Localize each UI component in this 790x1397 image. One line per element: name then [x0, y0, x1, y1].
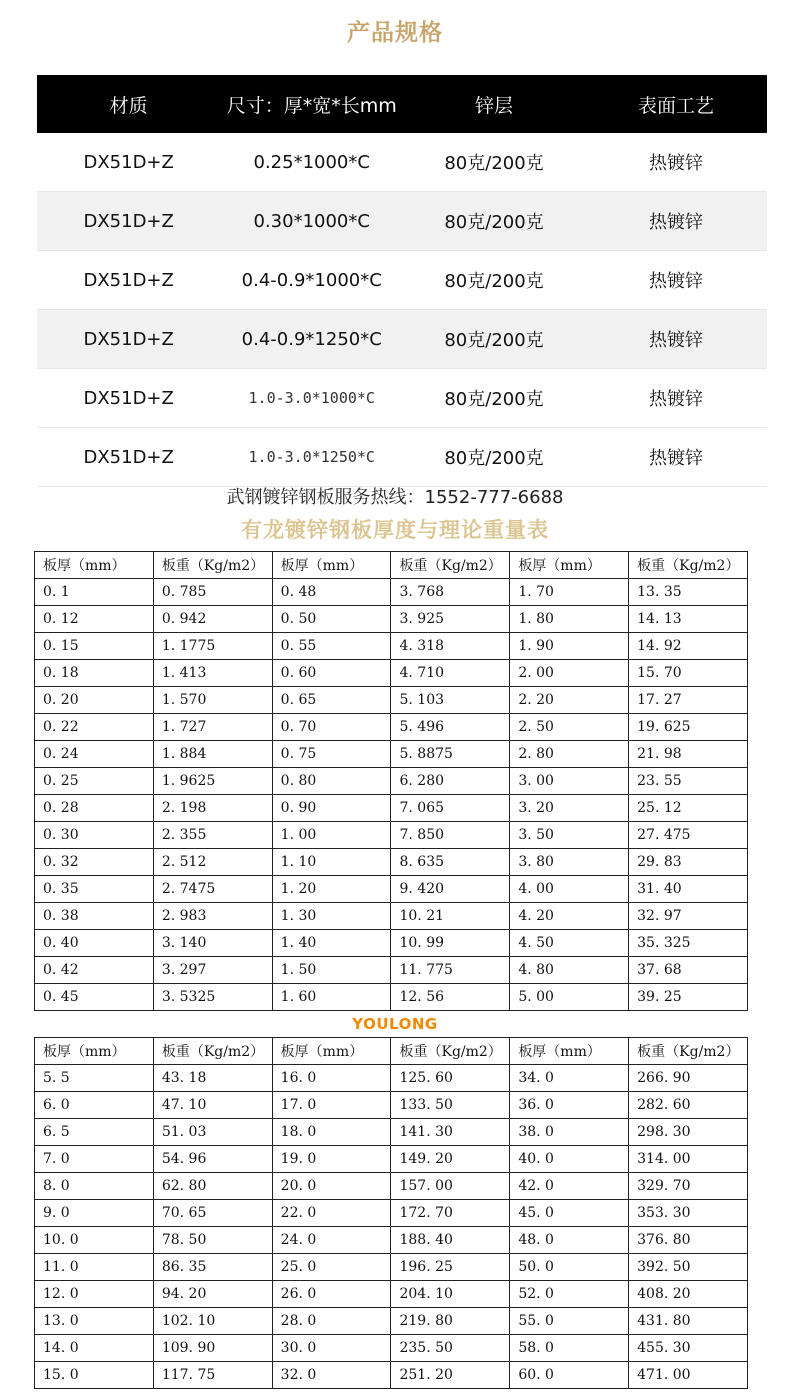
- weight-cell: 149. 20: [391, 1146, 510, 1173]
- weight-cell: 3. 5325: [153, 984, 272, 1011]
- thickness-cell: 3. 20: [510, 795, 629, 822]
- table-row: [35, 849, 748, 876]
- weight-cell: 1. 570: [153, 687, 272, 714]
- spec-surface: 热镀锌: [585, 369, 767, 428]
- spec-size: 1.0-3.0*1250*C: [220, 428, 403, 487]
- weight-cell: 86. 35: [153, 1254, 272, 1281]
- weight-table-1: [34, 551, 748, 1011]
- table-row: [35, 822, 748, 849]
- spec-header-material: 材质: [37, 75, 220, 133]
- column-header: 板厚（mm）: [272, 1038, 391, 1065]
- table-row: [35, 1173, 748, 1200]
- spec-material: DX51D+Z: [37, 428, 220, 487]
- header-row: [35, 552, 748, 579]
- thickness-cell: 3. 80: [510, 849, 629, 876]
- spec-material: DX51D+Z: [37, 192, 220, 251]
- spec-surface: 热镀锌: [585, 251, 767, 310]
- spec-surface: 热镀锌: [585, 428, 767, 487]
- page-title: 产品规格: [347, 20, 443, 46]
- spec-material: DX51D+Z: [37, 310, 220, 369]
- thickness-cell: 45. 0: [510, 1200, 629, 1227]
- thickness-cell: 2. 20: [510, 687, 629, 714]
- weight-cell: 2. 198: [153, 795, 272, 822]
- spec-surface: 热镀锌: [585, 310, 767, 369]
- table-row: [35, 1227, 748, 1254]
- thickness-cell: 0. 22: [35, 714, 154, 741]
- weight-cell: 298. 30: [629, 1119, 748, 1146]
- thickness-cell: 16. 0: [272, 1065, 391, 1092]
- table-row: [37, 428, 767, 487]
- weight-cell: 8. 635: [391, 849, 510, 876]
- spec-header-surface: 表面工艺: [585, 75, 767, 133]
- thickness-cell: 10. 0: [35, 1227, 154, 1254]
- spec-surface: 热镀锌: [585, 192, 767, 251]
- spec-zinc: 80克/200克: [403, 369, 585, 428]
- thickness-cell: 0. 48: [272, 579, 391, 606]
- thickness-cell: 28. 0: [272, 1308, 391, 1335]
- weight-cell: 1. 9625: [153, 768, 272, 795]
- thickness-cell: 24. 0: [272, 1227, 391, 1254]
- table-row: [35, 903, 748, 930]
- thickness-cell: 52. 0: [510, 1281, 629, 1308]
- column-header: 板厚（mm）: [35, 1038, 154, 1065]
- thickness-cell: 18. 0: [272, 1119, 391, 1146]
- thickness-cell: 4. 80: [510, 957, 629, 984]
- thickness-cell: 60. 0: [510, 1362, 629, 1389]
- table-row: [35, 795, 748, 822]
- thickness-cell: 0. 12: [35, 606, 154, 633]
- column-header: 板重（Kg/m2）: [629, 1038, 748, 1065]
- table-row: [35, 1119, 748, 1146]
- thickness-cell: 7. 0: [35, 1146, 154, 1173]
- thickness-cell: 22. 0: [272, 1200, 391, 1227]
- weight-cell: 219. 80: [391, 1308, 510, 1335]
- spec-size: 0.4-0.9*1000*C: [220, 251, 403, 310]
- thickness-cell: 1. 70: [510, 579, 629, 606]
- thickness-cell: 8. 0: [35, 1173, 154, 1200]
- weight-cell: 5. 103: [391, 687, 510, 714]
- service-hotline: 武钢镀锌钢板服务热线：1552-777-6688: [226, 487, 564, 508]
- thickness-cell: 0. 35: [35, 876, 154, 903]
- weight-table-2: [34, 1037, 748, 1389]
- weight-cell: 455. 30: [629, 1335, 748, 1362]
- table-row: [35, 876, 748, 903]
- thickness-cell: 4. 20: [510, 903, 629, 930]
- table-row: [35, 1362, 748, 1389]
- weight-cell: 4. 318: [391, 633, 510, 660]
- weight-cell: 14. 13: [629, 606, 748, 633]
- thickness-cell: 1. 80: [510, 606, 629, 633]
- thickness-cell: 0. 75: [272, 741, 391, 768]
- thickness-cell: 0. 24: [35, 741, 154, 768]
- thickness-cell: 0. 70: [272, 714, 391, 741]
- weight-cell: 3. 297: [153, 957, 272, 984]
- brand-label: YOULONG: [352, 1015, 438, 1033]
- weight-cell: 13. 35: [629, 579, 748, 606]
- thickness-cell: 3. 50: [510, 822, 629, 849]
- weight-cell: 1. 1775: [153, 633, 272, 660]
- table-row: [35, 1200, 748, 1227]
- thickness-cell: 0. 38: [35, 903, 154, 930]
- weight-cell: 1. 884: [153, 741, 272, 768]
- thickness-cell: 5. 5: [35, 1065, 154, 1092]
- weight-cell: 9. 420: [391, 876, 510, 903]
- weight-cell: 141. 30: [391, 1119, 510, 1146]
- spec-header-zinc: 锌层: [403, 75, 585, 133]
- weight-cell: 21. 98: [629, 741, 748, 768]
- thickness-cell: 11. 0: [35, 1254, 154, 1281]
- table-row: [35, 633, 748, 660]
- thickness-cell: 30. 0: [272, 1335, 391, 1362]
- weight-table-title: 有龙镀锌钢板厚度与理论重量表: [241, 518, 549, 542]
- table-row: [35, 660, 748, 687]
- spec-size: 0.25*1000*C: [220, 133, 403, 192]
- table-row: [37, 251, 767, 310]
- weight-cell: 2. 512: [153, 849, 272, 876]
- weight-cell: 282. 60: [629, 1092, 748, 1119]
- thickness-cell: 0. 18: [35, 660, 154, 687]
- thickness-cell: 0. 32: [35, 849, 154, 876]
- thickness-cell: 1. 50: [272, 957, 391, 984]
- thickness-cell: 0. 1: [35, 579, 154, 606]
- weight-cell: 3. 768: [391, 579, 510, 606]
- thickness-cell: 1. 20: [272, 876, 391, 903]
- weight-cell: 12. 56: [391, 984, 510, 1011]
- table-row: [35, 741, 748, 768]
- weight-cell: 5. 496: [391, 714, 510, 741]
- thickness-cell: 34. 0: [510, 1065, 629, 1092]
- table-row: [35, 984, 748, 1011]
- thickness-cell: 0. 15: [35, 633, 154, 660]
- weight-cell: 94. 20: [153, 1281, 272, 1308]
- weight-cell: 408. 20: [629, 1281, 748, 1308]
- weight-cell: 392. 50: [629, 1254, 748, 1281]
- spec-zinc: 80克/200克: [403, 310, 585, 369]
- column-header: 板厚（mm）: [272, 552, 391, 579]
- thickness-cell: 55. 0: [510, 1308, 629, 1335]
- thickness-cell: 0. 65: [272, 687, 391, 714]
- weight-cell: 329. 70: [629, 1173, 748, 1200]
- thickness-cell: 17. 0: [272, 1092, 391, 1119]
- spec-material: DX51D+Z: [37, 251, 220, 310]
- weight-cell: 51. 03: [153, 1119, 272, 1146]
- weight-cell: 19. 625: [629, 714, 748, 741]
- thickness-cell: 9. 0: [35, 1200, 154, 1227]
- weight-cell: 3. 925: [391, 606, 510, 633]
- thickness-cell: 13. 0: [35, 1308, 154, 1335]
- table-row: [35, 1335, 748, 1362]
- weight-cell: 27. 475: [629, 822, 748, 849]
- thickness-cell: 0. 55: [272, 633, 391, 660]
- weight-cell: 251. 20: [391, 1362, 510, 1389]
- thickness-cell: 0. 40: [35, 930, 154, 957]
- thickness-cell: 0. 25: [35, 768, 154, 795]
- thickness-cell: 0. 42: [35, 957, 154, 984]
- thickness-cell: 6. 5: [35, 1119, 154, 1146]
- table-row: [35, 579, 748, 606]
- weight-cell: 3. 140: [153, 930, 272, 957]
- thickness-cell: 48. 0: [510, 1227, 629, 1254]
- spec-zinc: 80克/200克: [403, 428, 585, 487]
- table-row: [35, 1308, 748, 1335]
- weight-cell: 353. 30: [629, 1200, 748, 1227]
- table-row: [35, 957, 748, 984]
- weight-cell: 10. 21: [391, 903, 510, 930]
- table-row: [35, 1065, 748, 1092]
- spec-table: [37, 75, 767, 487]
- column-header: 板重（Kg/m2）: [391, 1038, 510, 1065]
- spec-size: 0.30*1000*C: [220, 192, 403, 251]
- thickness-cell: 2. 50: [510, 714, 629, 741]
- weight-cell: 15. 70: [629, 660, 748, 687]
- thickness-cell: 0. 60: [272, 660, 391, 687]
- column-header: 板重（Kg/m2）: [153, 552, 272, 579]
- thickness-cell: 12. 0: [35, 1281, 154, 1308]
- weight-cell: 2. 7475: [153, 876, 272, 903]
- spec-material: DX51D+Z: [37, 369, 220, 428]
- thickness-cell: 0. 80: [272, 768, 391, 795]
- table-row: [35, 687, 748, 714]
- column-header: 板重（Kg/m2）: [391, 552, 510, 579]
- thickness-cell: 2. 00: [510, 660, 629, 687]
- weight-cell: 11. 775: [391, 957, 510, 984]
- weight-cell: 5. 8875: [391, 741, 510, 768]
- table-row: [35, 606, 748, 633]
- weight-cell: 31. 40: [629, 876, 748, 903]
- weight-cell: 4. 710: [391, 660, 510, 687]
- thickness-cell: 0. 30: [35, 822, 154, 849]
- spec-size: 1.0-3.0*1000*C: [220, 369, 403, 428]
- weight-cell: 39. 25: [629, 984, 748, 1011]
- weight-cell: 431. 80: [629, 1308, 748, 1335]
- weight-cell: 102. 10: [153, 1308, 272, 1335]
- thickness-cell: 0. 50: [272, 606, 391, 633]
- thickness-cell: 1. 30: [272, 903, 391, 930]
- weight-cell: 188. 40: [391, 1227, 510, 1254]
- weight-cell: 47. 10: [153, 1092, 272, 1119]
- weight-cell: 54. 96: [153, 1146, 272, 1173]
- thickness-cell: 0. 28: [35, 795, 154, 822]
- spec-zinc: 80克/200克: [403, 133, 585, 192]
- spec-surface: 热镀锌: [585, 133, 767, 192]
- weight-cell: 78. 50: [153, 1227, 272, 1254]
- table-row: [37, 133, 767, 192]
- thickness-cell: 6. 0: [35, 1092, 154, 1119]
- spec-zinc: 80克/200克: [403, 251, 585, 310]
- weight-cell: 43. 18: [153, 1065, 272, 1092]
- weight-cell: 10. 99: [391, 930, 510, 957]
- weight-cell: 133. 50: [391, 1092, 510, 1119]
- thickness-cell: 1. 90: [510, 633, 629, 660]
- weight-cell: 32. 97: [629, 903, 748, 930]
- thickness-cell: 50. 0: [510, 1254, 629, 1281]
- weight-cell: 29. 83: [629, 849, 748, 876]
- thickness-cell: 2. 80: [510, 741, 629, 768]
- weight-cell: 1. 413: [153, 660, 272, 687]
- thickness-cell: 1. 60: [272, 984, 391, 1011]
- weight-cell: 7. 065: [391, 795, 510, 822]
- column-header: 板厚（mm）: [510, 552, 629, 579]
- thickness-cell: 38. 0: [510, 1119, 629, 1146]
- spec-header-size: 尺寸：厚*宽*长mm: [220, 75, 403, 133]
- thickness-cell: 3. 00: [510, 768, 629, 795]
- thickness-cell: 14. 0: [35, 1335, 154, 1362]
- table-row: [37, 369, 767, 428]
- thickness-cell: 19. 0: [272, 1146, 391, 1173]
- weight-cell: 117. 75: [153, 1362, 272, 1389]
- weight-cell: 37. 68: [629, 957, 748, 984]
- table-row: [35, 768, 748, 795]
- weight-cell: 2. 355: [153, 822, 272, 849]
- column-header: 板厚（mm）: [35, 552, 154, 579]
- table-row: [35, 930, 748, 957]
- table-row: [35, 1092, 748, 1119]
- weight-cell: 376. 80: [629, 1227, 748, 1254]
- weight-cell: 172. 70: [391, 1200, 510, 1227]
- table-row: [35, 1281, 748, 1308]
- weight-cell: 14. 92: [629, 633, 748, 660]
- column-header: 板重（Kg/m2）: [153, 1038, 272, 1065]
- thickness-cell: 15. 0: [35, 1362, 154, 1389]
- weight-cell: 62. 80: [153, 1173, 272, 1200]
- table-row: [37, 192, 767, 251]
- spec-size: 0.4-0.9*1250*C: [220, 310, 403, 369]
- weight-cell: 266. 90: [629, 1065, 748, 1092]
- table-row: [37, 310, 767, 369]
- weight-cell: 1. 727: [153, 714, 272, 741]
- weight-cell: 17. 27: [629, 687, 748, 714]
- thickness-cell: 4. 00: [510, 876, 629, 903]
- column-header: 板重（Kg/m2）: [629, 552, 748, 579]
- thickness-cell: 0. 20: [35, 687, 154, 714]
- weight-cell: 23. 55: [629, 768, 748, 795]
- thickness-cell: 20. 0: [272, 1173, 391, 1200]
- weight-cell: 7. 850: [391, 822, 510, 849]
- weight-cell: 125. 60: [391, 1065, 510, 1092]
- weight-cell: 35. 325: [629, 930, 748, 957]
- table-row: [35, 1146, 748, 1173]
- weight-cell: 70. 65: [153, 1200, 272, 1227]
- weight-cell: 196. 25: [391, 1254, 510, 1281]
- weight-cell: 235. 50: [391, 1335, 510, 1362]
- thickness-cell: 1. 00: [272, 822, 391, 849]
- thickness-cell: 36. 0: [510, 1092, 629, 1119]
- weight-cell: 204. 10: [391, 1281, 510, 1308]
- weight-cell: 109. 90: [153, 1335, 272, 1362]
- spec-zinc: 80克/200克: [403, 192, 585, 251]
- thickness-cell: 4. 50: [510, 930, 629, 957]
- weight-cell: 157. 00: [391, 1173, 510, 1200]
- table-row: [35, 1254, 748, 1281]
- thickness-cell: 26. 0: [272, 1281, 391, 1308]
- thickness-cell: 40. 0: [510, 1146, 629, 1173]
- table-row: [35, 714, 748, 741]
- thickness-cell: 0. 45: [35, 984, 154, 1011]
- thickness-cell: 25. 0: [272, 1254, 391, 1281]
- weight-cell: 2. 983: [153, 903, 272, 930]
- column-header: 板厚（mm）: [510, 1038, 629, 1065]
- weight-cell: 471. 00: [629, 1362, 748, 1389]
- weight-cell: 0. 942: [153, 606, 272, 633]
- spec-header-row: [37, 75, 767, 133]
- thickness-cell: 1. 40: [272, 930, 391, 957]
- weight-cell: 6. 280: [391, 768, 510, 795]
- thickness-cell: 5. 00: [510, 984, 629, 1011]
- thickness-cell: 32. 0: [272, 1362, 391, 1389]
- spec-material: DX51D+Z: [37, 133, 220, 192]
- weight-cell: 314. 00: [629, 1146, 748, 1173]
- thickness-cell: 0. 90: [272, 795, 391, 822]
- header-row: [35, 1038, 748, 1065]
- thickness-cell: 42. 0: [510, 1173, 629, 1200]
- weight-cell: 0. 785: [153, 579, 272, 606]
- weight-cell: 25. 12: [629, 795, 748, 822]
- thickness-cell: 58. 0: [510, 1335, 629, 1362]
- thickness-cell: 1. 10: [272, 849, 391, 876]
